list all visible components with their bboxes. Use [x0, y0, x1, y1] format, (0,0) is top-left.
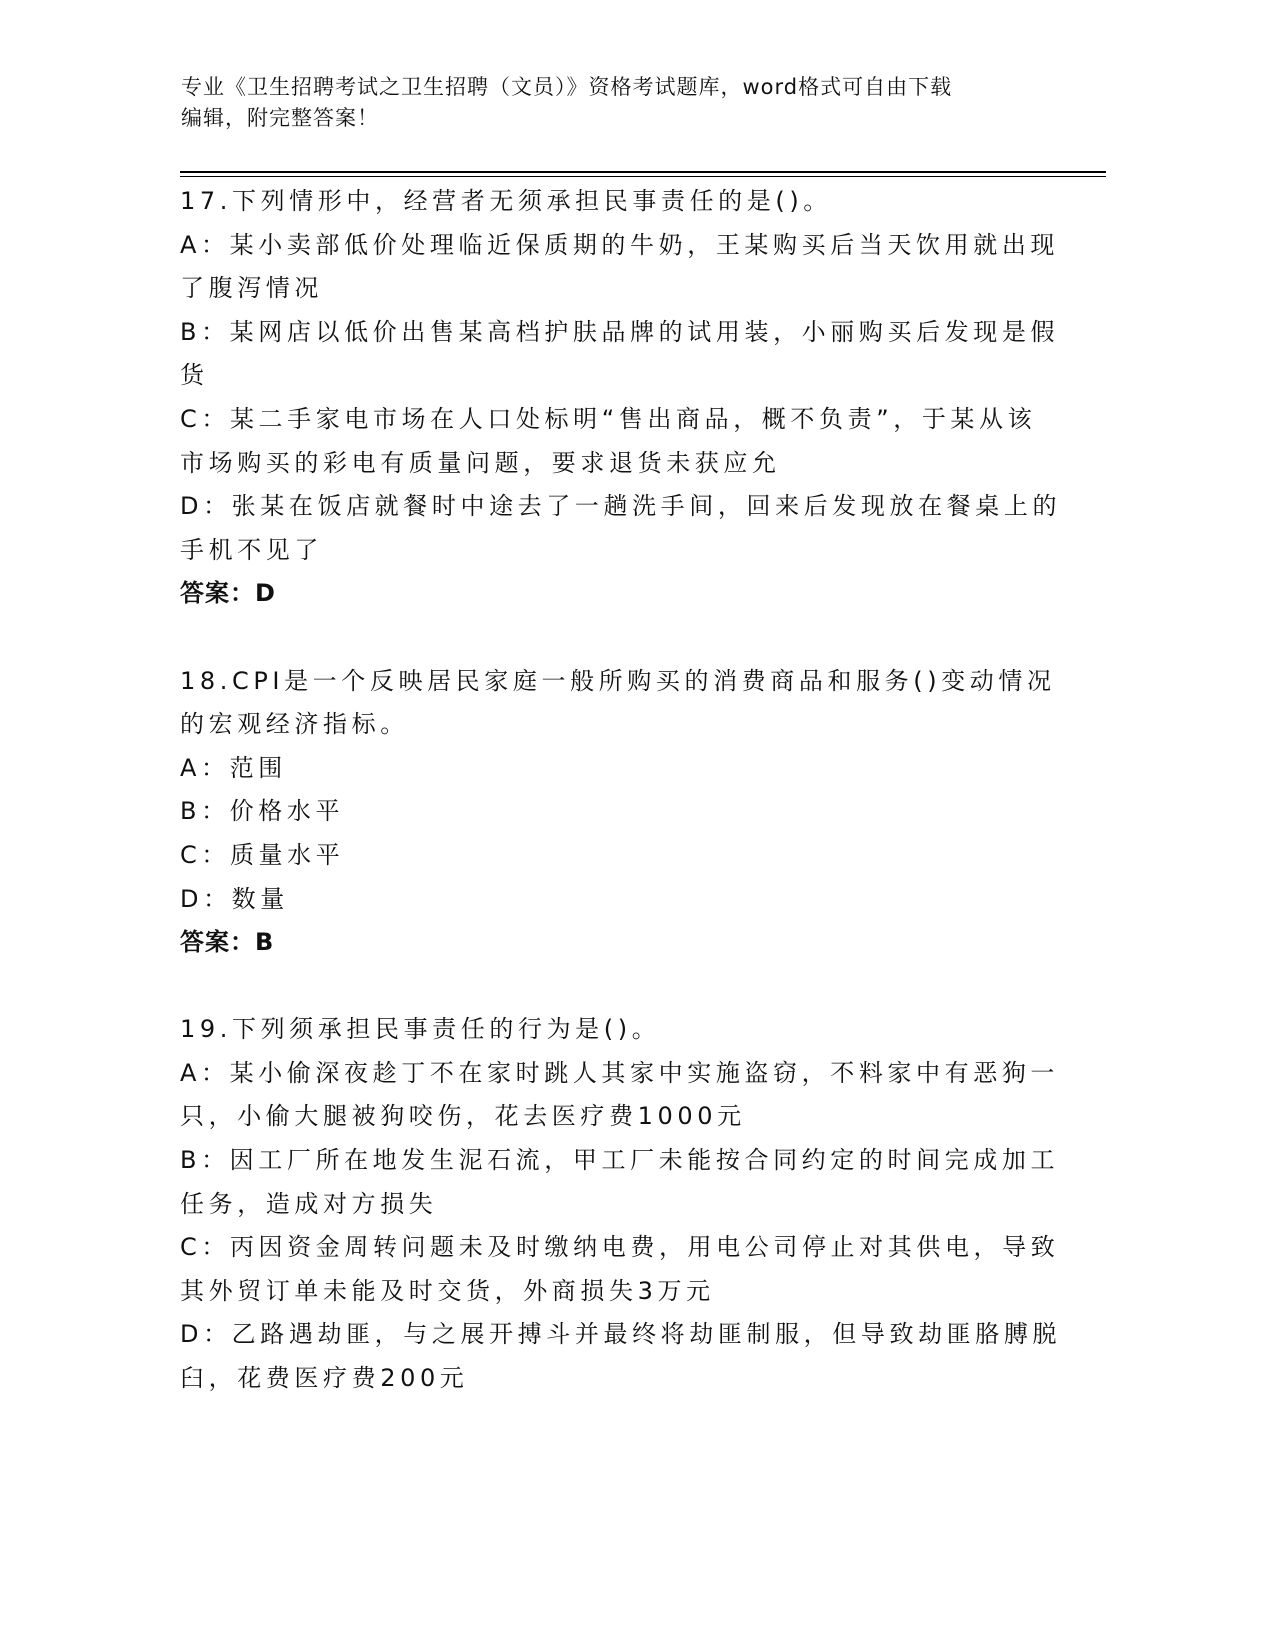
option-d: D：数量	[180, 884, 289, 913]
option-a-cont: 只，小偷大腿被狗咬伤，花去医疗费1000元	[180, 1102, 746, 1131]
option-c-cont: 市场购买的彩电有质量问题，要求退货未获应允	[180, 448, 781, 477]
option-c: C：丙因资金周转问题未及时缴纳电费，用电公司停止对其供电，导致	[180, 1233, 1060, 1262]
option-b-cont: 任务，造成对方损失	[180, 1189, 438, 1218]
option-c: C：某二手家电市场在人口处标明“售出商品，概不负责”，于某从该	[180, 404, 1037, 433]
answer: 答案：B	[180, 928, 275, 957]
option-d: D：张某在饭店就餐时中途去了一趟洗手间，回来后发现放在餐桌上的	[180, 492, 1062, 521]
header-line: 专业《卫生招聘考试之卫生招聘（文员）》资格考试题库，word格式可自由下载	[181, 75, 953, 99]
question-stem: 19.下列须承担民事责任的行为是()。	[180, 1015, 661, 1044]
document-header	[181, 72, 1031, 134]
question-19	[180, 1008, 1060, 1400]
header-rule-thin	[180, 176, 1106, 177]
option-a: A：某小偷深夜趁丁不在家时跳人其家中实施盗窃，不料家中有恶狗一	[180, 1058, 1060, 1087]
option-b: B：某网店以低价出售某高档护肤品牌的试用装，小丽购买后发现是假	[180, 317, 1060, 346]
option-d: D：乙路遇劫匪，与之展开搏斗并最终将劫匪制服，但导致劫匪胳膊脱	[180, 1320, 1062, 1349]
option-b: B：因工厂所在地发生泥石流，甲工厂未能按合同约定的时间完成加工	[180, 1146, 1060, 1175]
option-a: A：范围	[180, 753, 287, 782]
option-b: B：价格水平	[180, 797, 345, 826]
option-a-cont: 了腹泻情况	[180, 274, 323, 303]
option-b-cont: 货	[180, 361, 209, 390]
question-list	[180, 180, 1060, 1401]
answer: 答案：D	[180, 579, 276, 608]
question-stem-cont: 的宏观经济指标。	[180, 710, 409, 739]
option-a: A：某小卖部低价处理临近保质期的牛奶，王某购买后当天饮用就出现	[180, 230, 1060, 259]
question-stem: 17.下列情形中，经营者无须承担民事责任的是()。	[180, 187, 832, 215]
question-17	[180, 180, 1060, 616]
option-c: C：质量水平	[180, 840, 345, 869]
header-line: 编辑，附完整答案！	[181, 106, 379, 130]
option-d-cont: 手机不见了	[180, 535, 323, 564]
header-rule	[180, 171, 1106, 173]
question-18	[180, 660, 1060, 965]
option-c-cont: 其外贸订单未能及时交货，外商损失3万元	[180, 1276, 715, 1305]
option-d-cont: 臼，花费医疗费200元	[180, 1364, 469, 1393]
question-stem: 18.CPI是一个反映居民家庭一般所购买的消费商品和服务()变动情况	[180, 666, 1056, 695]
